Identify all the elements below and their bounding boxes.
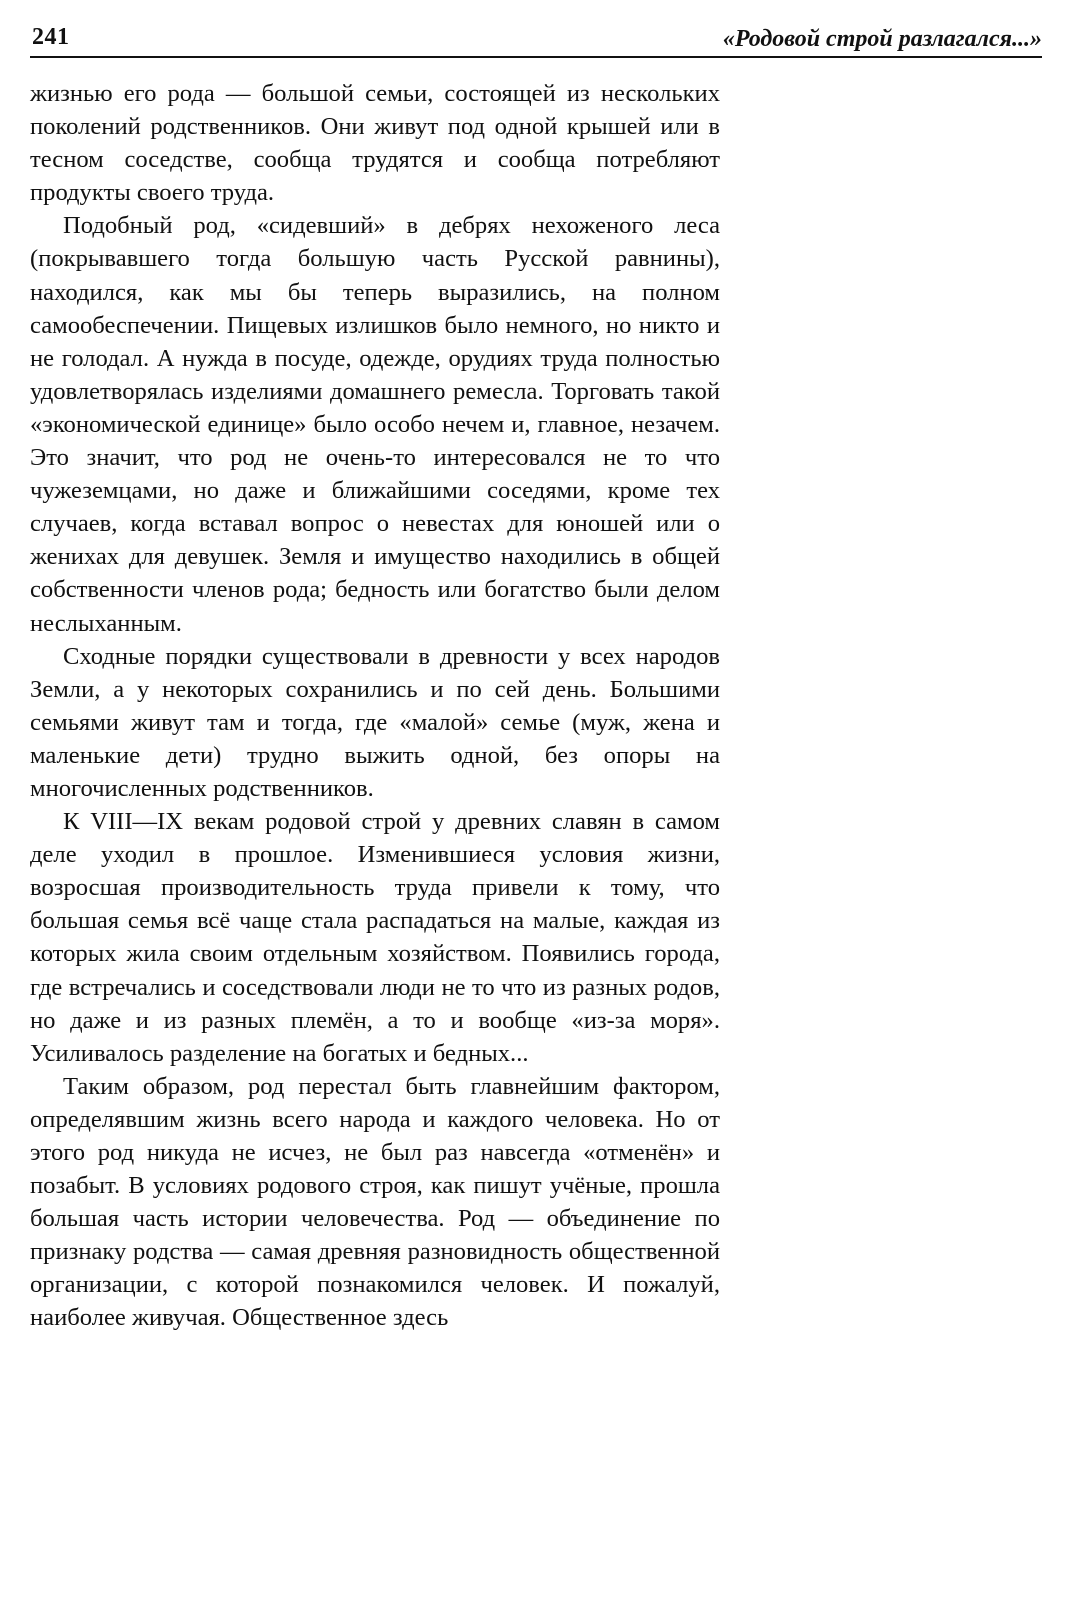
body-text xyxy=(30,77,720,1335)
running-title: «Родовой строй разлагался...» xyxy=(722,26,1042,52)
paragraph: Сходные порядки существовали в древности у всех народов Земли, а у некоторых сохранились и по сей день. Большими семьями живут там и тогда, где «малой» семье (муж, жена и маленькие дети) трудно выжить одной, без опоры на многочисленных родственников. xyxy=(30,642,720,802)
paragraph: К VIII—IX векам родовой строй у древних славян в самом деле уходил в прошлое. Изменившиеся условия жизни, возросшая производительность труда привели к тому, что большая семья всё чаще стала распадаться на малые, каждая из которых жила своим отдельным хозяйством. Появились города, где встречались и соседствовали люди не то что из разных родов, но даже и из разных племён, а то и вообще «из-за моря». Усиливалось разделение на богатых и бедных... xyxy=(30,808,720,1067)
page-header xyxy=(30,22,1042,58)
paragraph: Таким образом, род перестал быть главнейшим фактором, определявшим жизнь всего народа и каждого человека. Но от этого род никуда не исчез, не был раз навсегда «отменён» и позабыт. В условиях родового строя, как пишут учёные, прошла большая часть истории человечества. Род — объединение по признаку родства — самая древняя разновидность общественной организации, с которой познакомился человек. И пожалуй, наиболее живучая. Общественное здесь xyxy=(30,1072,720,1332)
page-number: 241 xyxy=(32,24,70,50)
paragraph: Подобный род, «сидевший» в дебрях нехоженого леса (покрывавшего тогда большую часть Русской равнины), находился, как мы бы теперь выразились, на полном самообеспечении. Пищевых излишков было немного, но никто и не голодал. А нужда в посуде, одежде, орудиях труда полностью удовлетворялась изделиями домашнего ремесла. Торговать такой «экономической единице» было особо нечем и, главное, незачем. Это значит, что род не очень-то интересовался не то что чужеземцами, но даже и ближайшими соседями, кроме тех случаев, когда вставал вопрос о невестах для юношей или о женихах для девушек. Земля и имущество находились в общей собственности членов рода; бедность или богатство были делом неслыханным. xyxy=(30,212,720,637)
paragraph-continued: жизнью его рода — большой семьи, состоящей из нескольких поколений родственников. Они живут под одной крышей или в тесном соседстве, сообща трудятся и сообща потребляют продукты своего труда. xyxy=(30,80,720,207)
